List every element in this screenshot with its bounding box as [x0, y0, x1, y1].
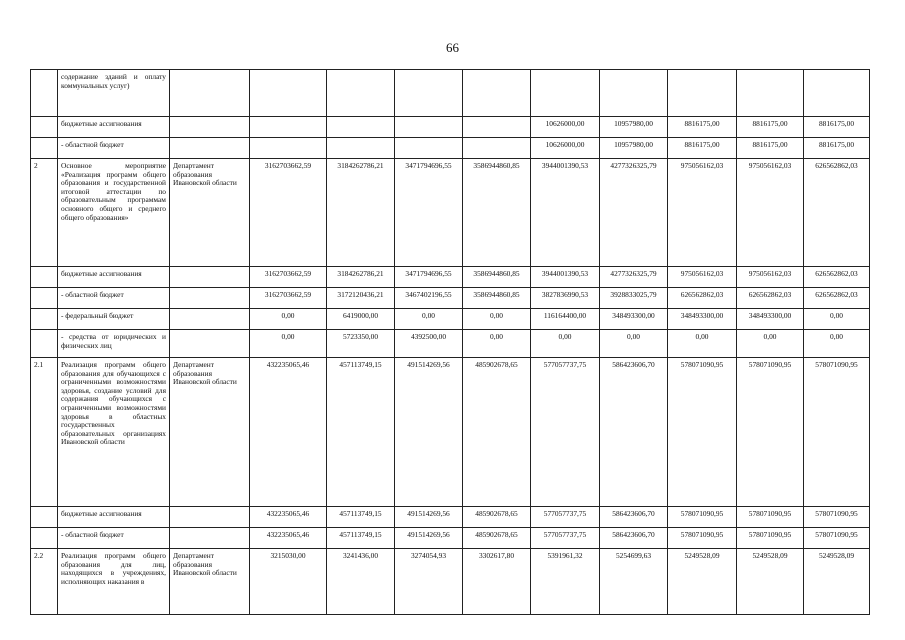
value-cell: 5391961,32	[531, 549, 600, 615]
row-department-cell: Департамент образования Ивановской области	[170, 549, 250, 615]
value-cell: 578071090,95	[668, 507, 737, 528]
value-cell: 578071090,95	[737, 358, 804, 507]
value-cell: 578071090,95	[804, 358, 870, 507]
table-row	[31, 330, 870, 358]
value-cell: 3827836990,53	[531, 288, 600, 309]
value-cell: 3215030,00	[250, 549, 327, 615]
table-row	[31, 267, 870, 288]
row-name-cell: Основное мероприятие «Реализация программ общего образования и государственной итоговой аттестации по образовательным программам основного общего и среднего общего образования»	[58, 159, 170, 267]
row-index-cell: 2	[31, 159, 58, 267]
value-cell: 578071090,95	[737, 507, 804, 528]
value-cell	[463, 117, 531, 138]
row-department-cell	[170, 267, 250, 288]
value-cell: 578071090,95	[737, 528, 804, 549]
value-cell: 3944001390,53	[531, 267, 600, 288]
value-cell: 0,00	[804, 309, 870, 330]
row-index-cell	[31, 138, 58, 159]
value-cell: 0,00	[668, 330, 737, 358]
value-cell: 626562862,03	[804, 288, 870, 309]
value-cell: 577057737,75	[531, 358, 600, 507]
row-department-cell	[170, 70, 250, 117]
value-cell	[395, 117, 463, 138]
value-cell: 3928833025,79	[600, 288, 668, 309]
value-cell: 432235065,46	[250, 507, 327, 528]
value-cell: 578071090,95	[804, 507, 870, 528]
table-row	[31, 117, 870, 138]
row-department-cell	[170, 138, 250, 159]
value-cell: 3162703662,59	[250, 159, 327, 267]
row-name-cell: - областной бюджет	[58, 138, 170, 159]
value-cell	[463, 138, 531, 159]
row-name-cell: - средства от юридических и физических лиц	[58, 330, 170, 358]
value-cell: 3184262786,21	[327, 267, 395, 288]
row-index-cell	[31, 309, 58, 330]
value-cell	[250, 138, 327, 159]
value-cell	[327, 70, 395, 117]
value-cell: 457113749,15	[327, 528, 395, 549]
value-cell: 577057737,75	[531, 507, 600, 528]
budget-table	[30, 69, 870, 615]
row-department-cell	[170, 288, 250, 309]
value-cell: 3586944860,85	[463, 267, 531, 288]
value-cell: 3184262786,21	[327, 159, 395, 267]
value-cell: 4277326325,79	[600, 159, 668, 267]
row-department-cell: Департамент образования Ивановской области	[170, 358, 250, 507]
value-cell: 348493300,00	[737, 309, 804, 330]
value-cell: 4277326325,79	[600, 267, 668, 288]
value-cell: 3471794696,55	[395, 267, 463, 288]
value-cell: 0,00	[531, 330, 600, 358]
row-name-cell: бюджетные ассигнования	[58, 117, 170, 138]
row-department-cell	[170, 528, 250, 549]
row-index-cell	[31, 117, 58, 138]
value-cell: 8816175,00	[737, 117, 804, 138]
value-cell: 4392500,00	[395, 330, 463, 358]
value-cell: 3467402196,55	[395, 288, 463, 309]
value-cell: 5249528,09	[804, 549, 870, 615]
row-index-cell	[31, 330, 58, 358]
row-name-cell: бюджетные ассигнования	[58, 267, 170, 288]
value-cell: 0,00	[395, 309, 463, 330]
value-cell: 626562862,03	[668, 288, 737, 309]
value-cell: 626562862,03	[804, 267, 870, 288]
value-cell: 10626000,00	[531, 138, 600, 159]
value-cell	[463, 70, 531, 117]
value-cell: 8816175,00	[668, 138, 737, 159]
value-cell: 3162703662,59	[250, 288, 327, 309]
value-cell: 491514269,56	[395, 507, 463, 528]
value-cell: 3162703662,59	[250, 267, 327, 288]
value-cell: 491514269,56	[395, 358, 463, 507]
value-cell	[531, 70, 600, 117]
row-department-cell	[170, 309, 250, 330]
row-index-cell	[31, 70, 58, 117]
value-cell: 0,00	[250, 330, 327, 358]
table-row	[31, 528, 870, 549]
value-cell: 626562862,03	[804, 159, 870, 267]
value-cell: 485902678,65	[463, 528, 531, 549]
value-cell: 0,00	[804, 330, 870, 358]
value-cell: 8816175,00	[737, 138, 804, 159]
table-row	[31, 288, 870, 309]
value-cell: 3274054,93	[395, 549, 463, 615]
value-cell: 586423606,70	[600, 358, 668, 507]
value-cell: 3172120436,21	[327, 288, 395, 309]
value-cell	[250, 70, 327, 117]
value-cell: 10626000,00	[531, 117, 600, 138]
value-cell: 457113749,15	[327, 358, 395, 507]
page-number: 66	[446, 40, 459, 55]
value-cell: 5254699,63	[600, 549, 668, 615]
value-cell: 116164400,00	[531, 309, 600, 330]
value-cell: 3944001390,53	[531, 159, 600, 267]
value-cell	[327, 138, 395, 159]
row-name-cell: - областной бюджет	[58, 288, 170, 309]
value-cell: 0,00	[463, 309, 531, 330]
row-department-cell	[170, 117, 250, 138]
table-row	[31, 70, 870, 117]
value-cell: 578071090,95	[668, 358, 737, 507]
row-index-cell	[31, 267, 58, 288]
value-cell: 457113749,15	[327, 507, 395, 528]
value-cell: 577057737,75	[531, 528, 600, 549]
value-cell	[395, 138, 463, 159]
row-name-cell: содержание зданий и оплату коммунальных услуг)	[58, 70, 170, 117]
value-cell: 3302617,80	[463, 549, 531, 615]
value-cell: 0,00	[600, 330, 668, 358]
table-row	[31, 159, 870, 267]
value-cell: 10957980,00	[600, 138, 668, 159]
table-row	[31, 138, 870, 159]
value-cell: 432235065,46	[250, 528, 327, 549]
value-cell: 0,00	[463, 330, 531, 358]
row-name-cell: Реализация программ общего образования для лиц, находящихся в учреждениях, исполняющих наказания в	[58, 549, 170, 615]
value-cell: 3586944860,85	[463, 159, 531, 267]
table-row	[31, 358, 870, 507]
value-cell: 0,00	[250, 309, 327, 330]
row-index-cell	[31, 528, 58, 549]
value-cell: 975056162,03	[737, 159, 804, 267]
table-row	[31, 507, 870, 528]
value-cell: 348493300,00	[600, 309, 668, 330]
row-department-cell	[170, 330, 250, 358]
value-cell: 485902678,65	[463, 507, 531, 528]
value-cell: 485902678,65	[463, 358, 531, 507]
value-cell: 8816175,00	[668, 117, 737, 138]
row-name-cell: Реализация программ общего образования для обучающихся с ограниченными возможностями здоровья, создание условий для содержания обучающихся с ограниченными возможностями здоровья в областных государственных образовательных организациях Ивановской области	[58, 358, 170, 507]
value-cell: 3586944860,85	[463, 288, 531, 309]
value-cell	[668, 70, 737, 117]
value-cell: 3241436,00	[327, 549, 395, 615]
value-cell: 0,00	[737, 330, 804, 358]
value-cell: 5249528,09	[668, 549, 737, 615]
value-cell: 8816175,00	[804, 117, 870, 138]
value-cell: 10957980,00	[600, 117, 668, 138]
value-cell: 586423606,70	[600, 507, 668, 528]
value-cell: 975056162,03	[668, 159, 737, 267]
value-cell: 975056162,03	[737, 267, 804, 288]
value-cell: 432235065,46	[250, 358, 327, 507]
value-cell: 3471794696,55	[395, 159, 463, 267]
value-cell: 578071090,95	[668, 528, 737, 549]
row-name-cell: - областной бюджет	[58, 528, 170, 549]
row-department-cell	[170, 507, 250, 528]
value-cell: 6419000,00	[327, 309, 395, 330]
value-cell: 626562862,03	[737, 288, 804, 309]
value-cell	[327, 117, 395, 138]
row-department-cell: Департамент образования Ивановской области	[170, 159, 250, 267]
row-index-cell: 2.1	[31, 358, 58, 507]
value-cell	[250, 117, 327, 138]
value-cell	[600, 70, 668, 117]
value-cell	[395, 70, 463, 117]
value-cell: 586423606,70	[600, 528, 668, 549]
value-cell: 975056162,03	[668, 267, 737, 288]
value-cell: 8816175,00	[804, 138, 870, 159]
row-index-cell	[31, 507, 58, 528]
value-cell: 5723350,00	[327, 330, 395, 358]
row-index-cell	[31, 288, 58, 309]
value-cell	[737, 70, 804, 117]
table-row	[31, 549, 870, 615]
value-cell: 578071090,95	[804, 528, 870, 549]
row-index-cell: 2.2	[31, 549, 58, 615]
table-row	[31, 309, 870, 330]
value-cell	[804, 70, 870, 117]
value-cell: 491514269,56	[395, 528, 463, 549]
value-cell: 5249528,09	[737, 549, 804, 615]
row-name-cell: бюджетные ассигнования	[58, 507, 170, 528]
row-name-cell: - федеральный бюджет	[58, 309, 170, 330]
value-cell: 348493300,00	[668, 309, 737, 330]
